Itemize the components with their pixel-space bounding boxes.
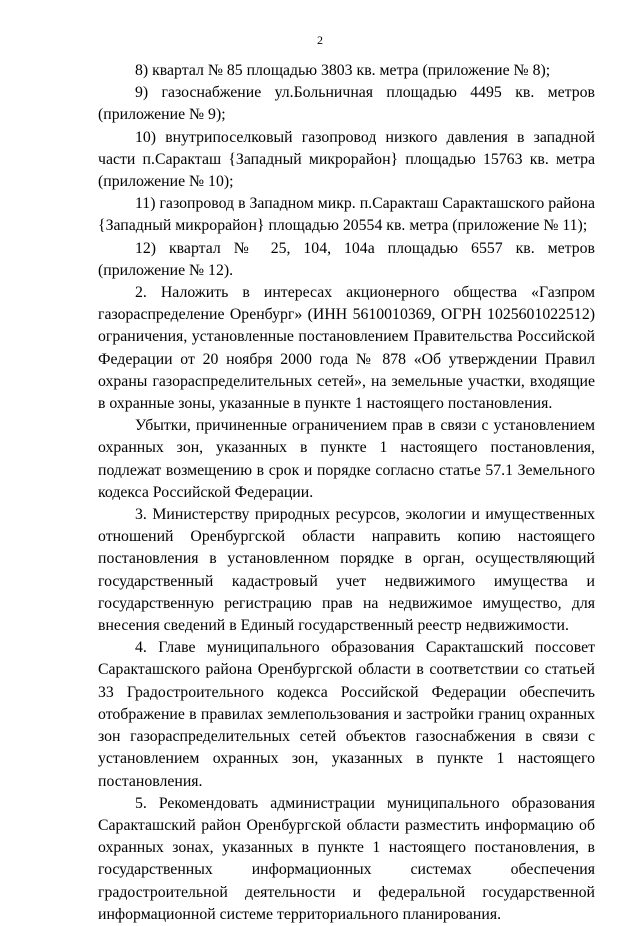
list-item-8: 8) квартал № 85 площадью 3803 кв. метра (приложение № 8); [135,62,551,79]
list-item-12: 12) квартал № 25, 104, 104а площадью 6557 кв. метров (приложение № 12). [98,239,595,279]
clause-2-damages: Убытки, причиненные ограничением прав в связи с установлением охранных зон, указанных в пункте 1 настоящего постановления, подлежат возмещению в срок и порядке согласно статье 57.1 Земельного кодекса Российской Федерации. [98,417,595,501]
clause-5: 5. Рекомендовать администрации муниципального образования Саракташский район Оренбургской области разместить информацию об охранных зонах, указанных в пункте 1 настоящего постановления, в государственных информационных системах обеспечения градостроительной деятельности и федеральной государственной информационной системе территориального планирования. [98,794,595,923]
clause-4: 4. Главе муниципального образования Саракташский поссовет Саракташского района Оренбургской области в соответствии со статьей 33 Градостроительного кодекса Российской Федерации обеспечить отображение в правилах землепользования и застройки границ охранных зон газораспределительных сетей объектов газоснабжения в связи с установлением охранных зон, указанных в пункте 1 настоящего постановления. [98,639,595,790]
clause-2: 2. Наложить в интересах акционерного общества «Газпром газораспределение Оренбург» (ИНН 5610010369, ОГРН 1025601022512) ограничения, установленные постановлением Правительства Российской Федерации от 20 ноября 2000 года № 878 «Об утверждении Правил охраны газораспределительных сетей», на земельные участки, входящие в охранные зоны, указанные в пункте 1 настоящего постановления. [98,284,595,413]
list-item-11: 11) газопровод в Западном микр. п.Саракташ Саракташского района {Западный микрорайон} площадью 20554 кв. метра (приложение № 11); [98,195,595,235]
list-item-10: 10) внутрипоселковый газопровод низкого давления в западной части п.Саракташ {Западный микрорайон} площадью 15763 кв. метра (приложение № 10); [98,128,595,191]
list-item-9: 9) газоснабжение ул.Больничная площадью 4495 кв. метров (приложение № 9); [98,84,595,124]
clause-3: 3. Министерству природных ресурсов, экологии и имущественных отношений Оренбургской области направить копию настоящего постановления в установленном порядке в орган, осуществляющий государственный кадастровый учет недвижимого имущества и государственную регистрацию прав на недвижимое имущество, для внесения сведений в Единый государственный реестр недвижимости. [98,506,595,635]
page-number: 2 [317,33,323,47]
document-body [98,60,595,926]
